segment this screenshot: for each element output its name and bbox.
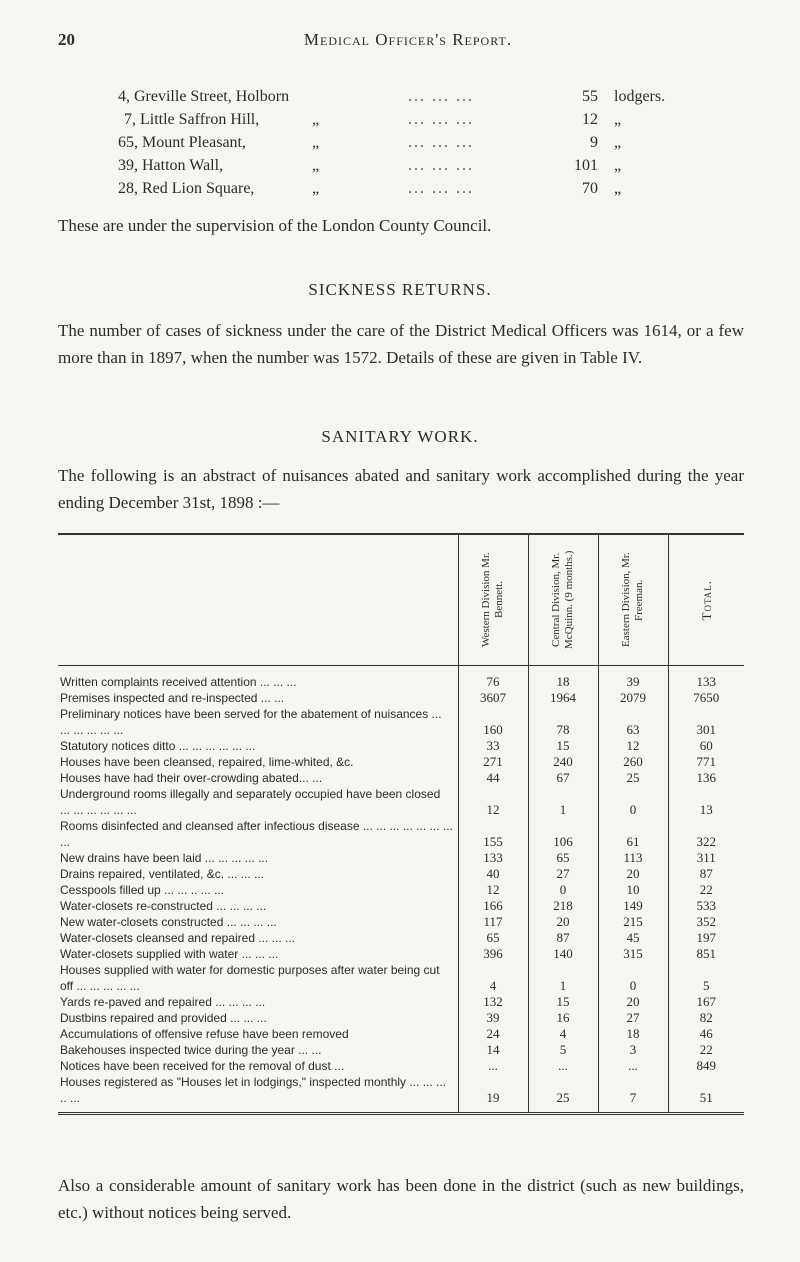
- cell-western: 19: [458, 1074, 528, 1114]
- row-label: New water-closets constructed ... ... ... ...: [60, 915, 277, 929]
- cell-eastern: 0: [598, 962, 668, 994]
- table-row: [58, 738, 744, 754]
- cell-total: 7650: [668, 690, 744, 706]
- sanitary-heading: SANITARY WORK.: [321, 427, 479, 446]
- lodger-unit: „: [614, 180, 622, 197]
- cell-total: 13: [668, 786, 744, 818]
- cell-total: 22: [668, 882, 744, 898]
- cell-total: 197: [668, 930, 744, 946]
- cell-western: 14: [458, 1042, 528, 1058]
- lodging-address: 28, Red Lion Square,: [118, 180, 255, 197]
- ditto-mark: „: [312, 157, 320, 174]
- closing-paragraph: Also a considerable amount of sanitary work has been done in the district (such as new buildings, etc.) without notices being served.: [58, 1176, 744, 1222]
- cell-total: 87: [668, 866, 744, 882]
- row-label: Water-closets supplied with water ... ... ...: [60, 947, 279, 961]
- cell-eastern: 25: [598, 770, 668, 786]
- column-header-central: Central Division, Mr. McQuinn. (9 months.): [528, 535, 598, 666]
- cell-western: 3607: [458, 690, 528, 706]
- sanitary-paragraph: The following is an abstract of nuisances abated and sanitary work accomplished during the year ending December 31st, 1898 :—: [58, 466, 744, 512]
- cell-eastern: 113: [598, 850, 668, 866]
- table-row: [58, 898, 744, 914]
- ditto-mark: „: [312, 111, 320, 128]
- table-row: [58, 1042, 744, 1058]
- cell-central: 15: [528, 994, 598, 1010]
- cell-eastern: 12: [598, 738, 668, 754]
- sickness-paragraph: The number of cases of sickness under the care of the District Medical Officers was 1614, or a few more than in 1897, when the number was 1572. Details of these are given in Table IV.: [58, 321, 744, 367]
- sanitary-table: [58, 533, 744, 1115]
- table-row: [58, 786, 744, 818]
- cell-eastern: 315: [598, 946, 668, 962]
- list-item: [58, 134, 748, 157]
- table-body: [58, 666, 744, 1114]
- row-label: Houses have had their over-crowding abated... ...: [60, 771, 323, 785]
- cell-western: 4: [458, 962, 528, 994]
- lodger-unit: „: [614, 157, 622, 174]
- lodging-houses-list: [58, 88, 748, 203]
- table-row: [58, 914, 744, 930]
- row-label: Water-closets re-constructed ... ... ... ...: [60, 899, 267, 913]
- cell-eastern: 20: [598, 994, 668, 1010]
- cell-western: 160: [458, 706, 528, 738]
- cell-western: 155: [458, 818, 528, 850]
- ditto-mark: „: [312, 180, 320, 197]
- lodging-address: 4, Greville Street, Holborn: [118, 88, 290, 105]
- row-label: Houses have been cleansed, repaired, lime-whited, &c.: [60, 755, 354, 769]
- cell-central: 1964: [528, 690, 598, 706]
- row-label: Houses supplied with water for domestic purposes after water being cut off ... ... ... ... ...: [60, 963, 440, 993]
- supervision-note: These are under the supervision of the London County Council.: [58, 216, 492, 235]
- cell-western: 166: [458, 898, 528, 914]
- table-row: [58, 770, 744, 786]
- cell-eastern: 149: [598, 898, 668, 914]
- lodger-count: 70: [582, 180, 598, 197]
- row-label: New drains have been laid ... ... ... ... ...: [60, 851, 269, 865]
- lodging-address: 39, Hatton Wall,: [118, 157, 224, 174]
- cell-eastern: 10: [598, 882, 668, 898]
- page-header: [58, 30, 758, 60]
- row-label: Accumulations of offensive refuse have been removed: [60, 1027, 349, 1041]
- cell-total: 133: [668, 666, 744, 691]
- table-row: [58, 882, 744, 898]
- cell-central: 67: [528, 770, 598, 786]
- row-label: Bakehouses inspected twice during the year ... ...: [60, 1043, 322, 1057]
- running-title: Medical Officer's Report.: [303, 30, 513, 49]
- column-header-total: Total.: [668, 535, 744, 666]
- leader-dots: ... ... ...: [408, 111, 474, 128]
- cell-western: 76: [458, 666, 528, 691]
- header-blank: [58, 535, 458, 666]
- cell-eastern: 0: [598, 786, 668, 818]
- lodger-count: 12: [582, 111, 598, 128]
- column-header-western: Western Division Mr. Bennett.: [458, 535, 528, 666]
- row-label: Dustbins repaired and provided ... ... ...: [60, 1011, 267, 1025]
- sickness-heading: SICKNESS RETURNS.: [308, 280, 492, 299]
- cell-central: 65: [528, 850, 598, 866]
- cell-western: ...: [458, 1058, 528, 1074]
- row-label: Rooms disinfected and cleansed after infectious disease ... ... ... ... ... ... ... ...: [60, 819, 453, 849]
- cell-western: 40: [458, 866, 528, 882]
- cell-central: 16: [528, 1010, 598, 1026]
- cell-total: 51: [668, 1074, 744, 1114]
- cell-total: 60: [668, 738, 744, 754]
- ditto-mark: „: [312, 134, 320, 151]
- cell-total: 771: [668, 754, 744, 770]
- cell-central: 5: [528, 1042, 598, 1058]
- cell-eastern: 45: [598, 930, 668, 946]
- cell-western: 44: [458, 770, 528, 786]
- cell-western: 133: [458, 850, 528, 866]
- cell-central: 25: [528, 1074, 598, 1114]
- cell-eastern: 215: [598, 914, 668, 930]
- table-row: [58, 1074, 744, 1114]
- cell-western: 12: [458, 786, 528, 818]
- cell-central: 87: [528, 930, 598, 946]
- lodging-address: 7, Little Saffron Hill,: [124, 111, 260, 128]
- cell-eastern: 7: [598, 1074, 668, 1114]
- table-row: [58, 866, 744, 882]
- row-label: Statutory notices ditto ... ... ... ... ... ...: [60, 739, 256, 753]
- cell-total: 851: [668, 946, 744, 962]
- table-row: [58, 850, 744, 866]
- table-row: [58, 1026, 744, 1042]
- list-item: [58, 157, 748, 180]
- cell-total: 301: [668, 706, 744, 738]
- cell-total: 311: [668, 850, 744, 866]
- cell-eastern: 39: [598, 666, 668, 691]
- row-label: Preliminary notices have been served for the abatement of nuisances ... ... ... ... ... ...: [60, 707, 442, 737]
- leader-dots: ... ... ...: [408, 88, 474, 105]
- row-label: Yards re-paved and repaired ... ... ... ...: [60, 995, 266, 1009]
- cell-eastern: 2079: [598, 690, 668, 706]
- cell-eastern: 61: [598, 818, 668, 850]
- leader-dots: ... ... ...: [408, 134, 474, 151]
- cell-eastern: 260: [598, 754, 668, 770]
- cell-central: 106: [528, 818, 598, 850]
- list-item: [58, 111, 748, 134]
- cell-central: 218: [528, 898, 598, 914]
- cell-total: 82: [668, 1010, 744, 1026]
- cell-central: 1: [528, 786, 598, 818]
- cell-central: 78: [528, 706, 598, 738]
- cell-western: 117: [458, 914, 528, 930]
- cell-central: 18: [528, 666, 598, 691]
- table-row: [58, 690, 744, 706]
- cell-central: 27: [528, 866, 598, 882]
- table-row: [58, 946, 744, 962]
- cell-total: 136: [668, 770, 744, 786]
- cell-eastern: 18: [598, 1026, 668, 1042]
- cell-total: 167: [668, 994, 744, 1010]
- cell-eastern: 63: [598, 706, 668, 738]
- cell-central: 140: [528, 946, 598, 962]
- table-row: [58, 930, 744, 946]
- row-label: Drains repaired, ventilated, &c. ... ... ...: [60, 867, 265, 881]
- table-row: [58, 1058, 744, 1074]
- cell-western: 271: [458, 754, 528, 770]
- lodger-count: 55: [582, 88, 598, 105]
- lodger-count: 101: [574, 157, 598, 174]
- row-label: Water-closets cleansed and repaired ... ... ...: [60, 931, 295, 945]
- cell-eastern: 27: [598, 1010, 668, 1026]
- cell-total: 849: [668, 1058, 744, 1074]
- lodger-count: 9: [590, 134, 598, 151]
- cell-western: 132: [458, 994, 528, 1010]
- page-number: 20: [58, 30, 75, 49]
- cell-eastern: 3: [598, 1042, 668, 1058]
- row-label: Premises inspected and re-inspected ... ...: [60, 691, 285, 705]
- cell-western: 39: [458, 1010, 528, 1026]
- list-item: [58, 180, 748, 203]
- leader-dots: ... ... ...: [408, 180, 474, 197]
- cell-western: 65: [458, 930, 528, 946]
- cell-total: 533: [668, 898, 744, 914]
- cell-total: 5: [668, 962, 744, 994]
- cell-western: 24: [458, 1026, 528, 1042]
- cell-central: 20: [528, 914, 598, 930]
- cell-eastern: ...: [598, 1058, 668, 1074]
- row-label: Written complaints received attention ... ... ...: [60, 675, 297, 689]
- table-row: [58, 994, 744, 1010]
- cell-western: 396: [458, 946, 528, 962]
- lodger-unit: „: [614, 111, 622, 128]
- table-header-row: [58, 535, 744, 666]
- cell-central: 0: [528, 882, 598, 898]
- table-row: [58, 1010, 744, 1026]
- row-label: Notices have been received for the removal of dust ...: [60, 1059, 345, 1073]
- cell-central: ...: [528, 1058, 598, 1074]
- cell-central: 4: [528, 1026, 598, 1042]
- cell-central: 1: [528, 962, 598, 994]
- cell-total: 46: [668, 1026, 744, 1042]
- cell-total: 352: [668, 914, 744, 930]
- lodging-address: 65, Mount Pleasant,: [118, 134, 246, 151]
- cell-eastern: 20: [598, 866, 668, 882]
- cell-total: 22: [668, 1042, 744, 1058]
- table-row: [58, 754, 744, 770]
- cell-total: 322: [668, 818, 744, 850]
- row-label: Underground rooms illegally and separately occupied have been closed ... ... ... ... ... ...: [60, 787, 441, 817]
- table-row: [58, 818, 744, 850]
- cell-central: 240: [528, 754, 598, 770]
- column-header-eastern: Eastern Division, Mr. Freeman.: [598, 535, 668, 666]
- row-label: Cesspools filled up ... ... .. ... ...: [60, 883, 225, 897]
- table-row: [58, 962, 744, 994]
- table-row: [58, 666, 744, 691]
- cell-western: 12: [458, 882, 528, 898]
- list-item: [58, 88, 748, 111]
- row-label: Houses registered as "Houses let in lodgings," inspected monthly ... ... ... .. ...: [58, 1074, 458, 1114]
- cell-western: 33: [458, 738, 528, 754]
- leader-dots: ... ... ...: [408, 157, 474, 174]
- lodger-unit: lodgers.: [614, 88, 666, 105]
- lodger-unit: „: [614, 134, 622, 151]
- cell-central: 15: [528, 738, 598, 754]
- table-row: [58, 706, 744, 738]
